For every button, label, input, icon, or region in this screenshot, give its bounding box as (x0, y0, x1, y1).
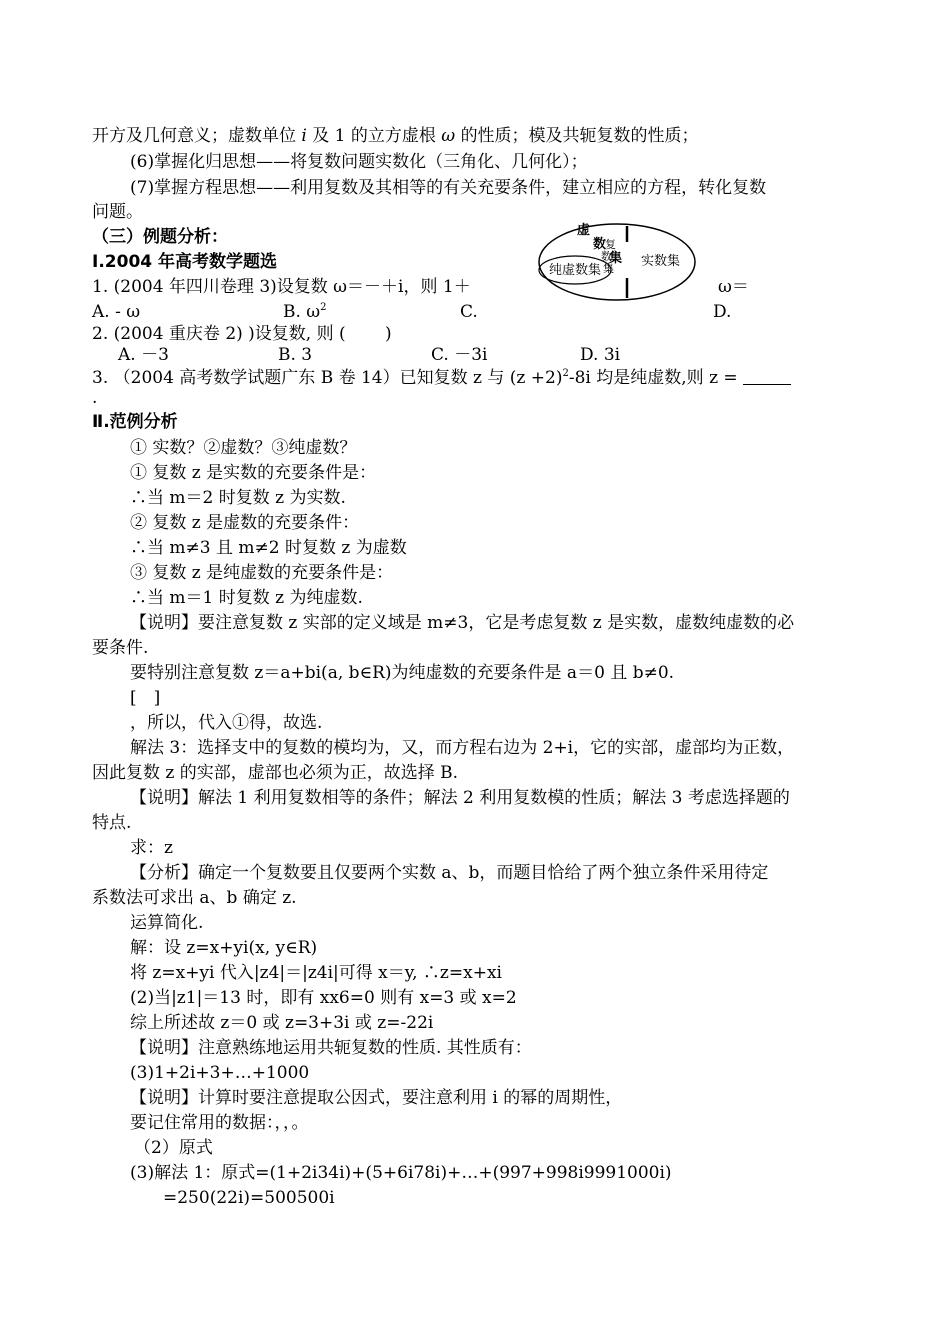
option-b: B. $\omega^2$ (283, 302, 327, 322)
option-d: D. 3i (580, 345, 621, 365)
venn-label-xu: 虚 (577, 223, 591, 238)
text-line: ① 实数？②虚数？③纯虚数？ (130, 438, 357, 458)
text-line: . (92, 388, 98, 408)
text-line: ∴当 m＝1 时复数 z 为纯虚数. (130, 588, 363, 608)
text-line: （2）原式 (134, 1138, 213, 1158)
text-line: 要记住常用的数据：，，。 (130, 1113, 309, 1133)
text-line: (3)1+2i+3+…+1000 (130, 1063, 310, 1083)
option-b: B. 3 (278, 345, 313, 365)
answer-blank (743, 368, 791, 385)
venn-label-real: 实数集 (641, 254, 681, 269)
venn-label-fushu: 数 (601, 250, 612, 263)
text-line: 解法 3：选择支中的复数的模均为，又，而方程右边为 2+i，它的实部，虚部均为正数， (130, 738, 795, 758)
text-line: ③ 复数 z 是纯虚数的充要条件是： (130, 563, 394, 583)
text-line: 要条件. (92, 638, 149, 658)
venn-label-pure-imaginary: 纯虚数集 (549, 263, 602, 278)
text-line: 运算简化. (130, 913, 204, 933)
text-line: =250(22i)=500500i (163, 1188, 335, 1208)
text-line: 综上所述故 z＝0 或 z=3+3i 或 z=-22i (130, 1013, 434, 1033)
question-2: 2. (2004 重庆卷 2) )设复数, 则 ( ) (92, 324, 392, 344)
option-d: D. (713, 302, 732, 322)
text-line: ∴当 m＝2 时复数 z 为实数. (130, 488, 346, 508)
text-line: 求：z (130, 838, 173, 858)
question-1: 1. (2004 年四川卷理 3)设复数 ω＝－＋i，则 1＋ (92, 277, 471, 297)
question-1-end: ω＝ (718, 277, 749, 297)
option-a: A. - ω (92, 302, 141, 322)
text-line: 开方及几何意义；虚数单位 i 及 1 的立方虚根 ω 的性质；模及共轭复数的性质； (92, 126, 699, 146)
text-line: 因此复数 z 的实部，虚部也必须为正，故选择 B. (92, 763, 459, 783)
option-c: C. (460, 302, 478, 322)
section-heading: Ⅰ.2004 年高考数学题选 (92, 252, 278, 272)
venn-label-shu: 数 (593, 237, 607, 252)
text-line: 系数法可求出 a、b 确定 z. (92, 888, 297, 908)
venn-label-fuji: 集 (603, 262, 614, 275)
text-line: 【说明】计算时要注意提取公因式，要注意利用 i 的幂的周期性， (130, 1088, 623, 1108)
venn-label-fu: 复 (605, 238, 616, 251)
text-line: 特点. (92, 813, 132, 833)
section-heading: Ⅱ.范例分析 (92, 412, 178, 432)
text-line: (6)掌握化归思想——将复数问题实数化（三角化、几何化）； (130, 152, 588, 172)
text-line: 【说明】要注意复数 z 实部的定义域是 m≠3，它是考虑复数 z 是实数，虚数纯虚数的必 (130, 613, 795, 633)
venn-diagram (537, 222, 697, 306)
text-line: (7)掌握方程思想——利用复数及其相等的有关充要条件，建立相应的方程，转化复数 (130, 178, 767, 198)
option-a: A. －3 (118, 345, 169, 365)
question-3: 3. （2004 高考数学试题广东 B 卷 14）已知复数 z 与 $(z +2)^2-8i$ 均是纯虚数,则 z = (92, 367, 791, 389)
text-line: (3)解法 1：原式=(1+2i34i)+(5+6i78i)+…+(997+998i9991000i) (130, 1163, 672, 1183)
text-line: ① 复数 z 是实数的充要条件是： (130, 463, 377, 483)
option-c: C. －3i (431, 345, 488, 365)
text-line: [ ] (130, 688, 161, 708)
text-line: ② 复数 z 是虚数的充要条件： (130, 513, 360, 533)
text-line: 解：设 z=x+yi(x, y∈R) (130, 938, 318, 958)
text-line: 将 z=x+yi 代入|z4|＝|z4i|可得 x＝y, ∴z=x+xi (130, 963, 502, 983)
text-line: 问题。 (92, 202, 143, 222)
text-line: 【说明】注意熟练地运用共轭复数的性质. 其性质有： (130, 1038, 532, 1058)
section-heading: （三）例题分析： (92, 227, 228, 247)
text-line: (2)当|z1|＝13 时，即有 xx6=0 则有 x=3 或 x=2 (130, 988, 517, 1008)
text-line: 【说明】解法 1 利用复数相等的条件；解法 2 利用复数模的性质；解法 3 考虑选择题的 (130, 788, 790, 808)
venn-label-ji: 集 (609, 251, 623, 266)
text-line: ，所以，代入①得，故选. (130, 713, 323, 733)
text-line: ∴当 m≠3 且 m≠2 时复数 z 为虚数 (130, 538, 407, 558)
text-line: 要特别注意复数 z＝a+bi(a, b∈R)为纯虚数的充要条件是 a＝0 且 b≠0. (130, 663, 675, 683)
text-line: 【分析】确定一个复数要且仅要两个实数 a、b，而题目恰给了两个独立条件采用待定 (130, 863, 769, 883)
